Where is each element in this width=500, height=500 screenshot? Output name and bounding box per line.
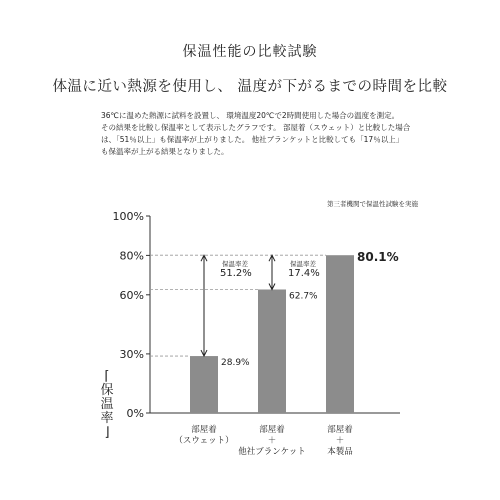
y-tick-label: 0% [126, 407, 144, 420]
description-line: も保温率が上がる結果となりました。 [101, 147, 229, 156]
annotation-value: 17.4% [288, 268, 320, 280]
bracket-top: ⌈ [104, 369, 110, 384]
page-title: 保温性能の比較試験 [182, 44, 318, 60]
page-subtitle: 体温に近い熱源を使用し、 温度が下がるまでの時間を比較 [52, 79, 448, 95]
bar [258, 289, 286, 413]
bar [190, 356, 218, 413]
x-tick-label: 部屋着 [191, 425, 217, 435]
data-label: 28.9% [221, 358, 250, 369]
annotation-label: 保温率差 [290, 260, 316, 269]
y-axis-title-char: 率 [100, 411, 114, 426]
description-line: は、「51％以上」も保温率が上がりました。 他社ブランケットと比較しても「17％以上」 [101, 135, 404, 144]
bar [326, 255, 354, 413]
x-tick-label: 本製品 [327, 447, 353, 457]
y-axis-title-char: 保 [100, 383, 114, 398]
bracket-bottom: ⌋ [104, 425, 110, 440]
description-line: 36℃に温めた熱源に試料を設置し、 環境温度20℃で2時間使用した場合の温度を測定。 [101, 111, 400, 120]
data-label: 62.7% [289, 291, 318, 302]
x-tick-label: ＋ [335, 436, 345, 446]
annotation-label: 保温率差 [222, 260, 248, 269]
y-tick-label: 60% [119, 288, 144, 302]
y-tick-label: 100% [112, 210, 144, 223]
source-note: 第三者機関で保温性試験を実施 [327, 200, 418, 208]
x-tick-label: 部屋着 [259, 425, 285, 435]
x-tick-label: （スウェット） [174, 436, 234, 446]
y-tick-label: 80% [119, 249, 144, 263]
x-tick-label: ＋ [267, 436, 277, 446]
y-tick-label: 30% [119, 347, 144, 361]
x-tick-label: 他社ブランケット [238, 447, 306, 457]
y-axis-title-char: 温 [100, 397, 114, 412]
data-label: 80.1% [357, 250, 399, 265]
description-line: その結果を比較し保温率として表示したグラフです。 部屋着（スウェット）と比較した場合 [101, 123, 411, 132]
annotation-value: 51.2% [220, 268, 252, 280]
x-tick-label: 部屋着 [327, 425, 353, 435]
